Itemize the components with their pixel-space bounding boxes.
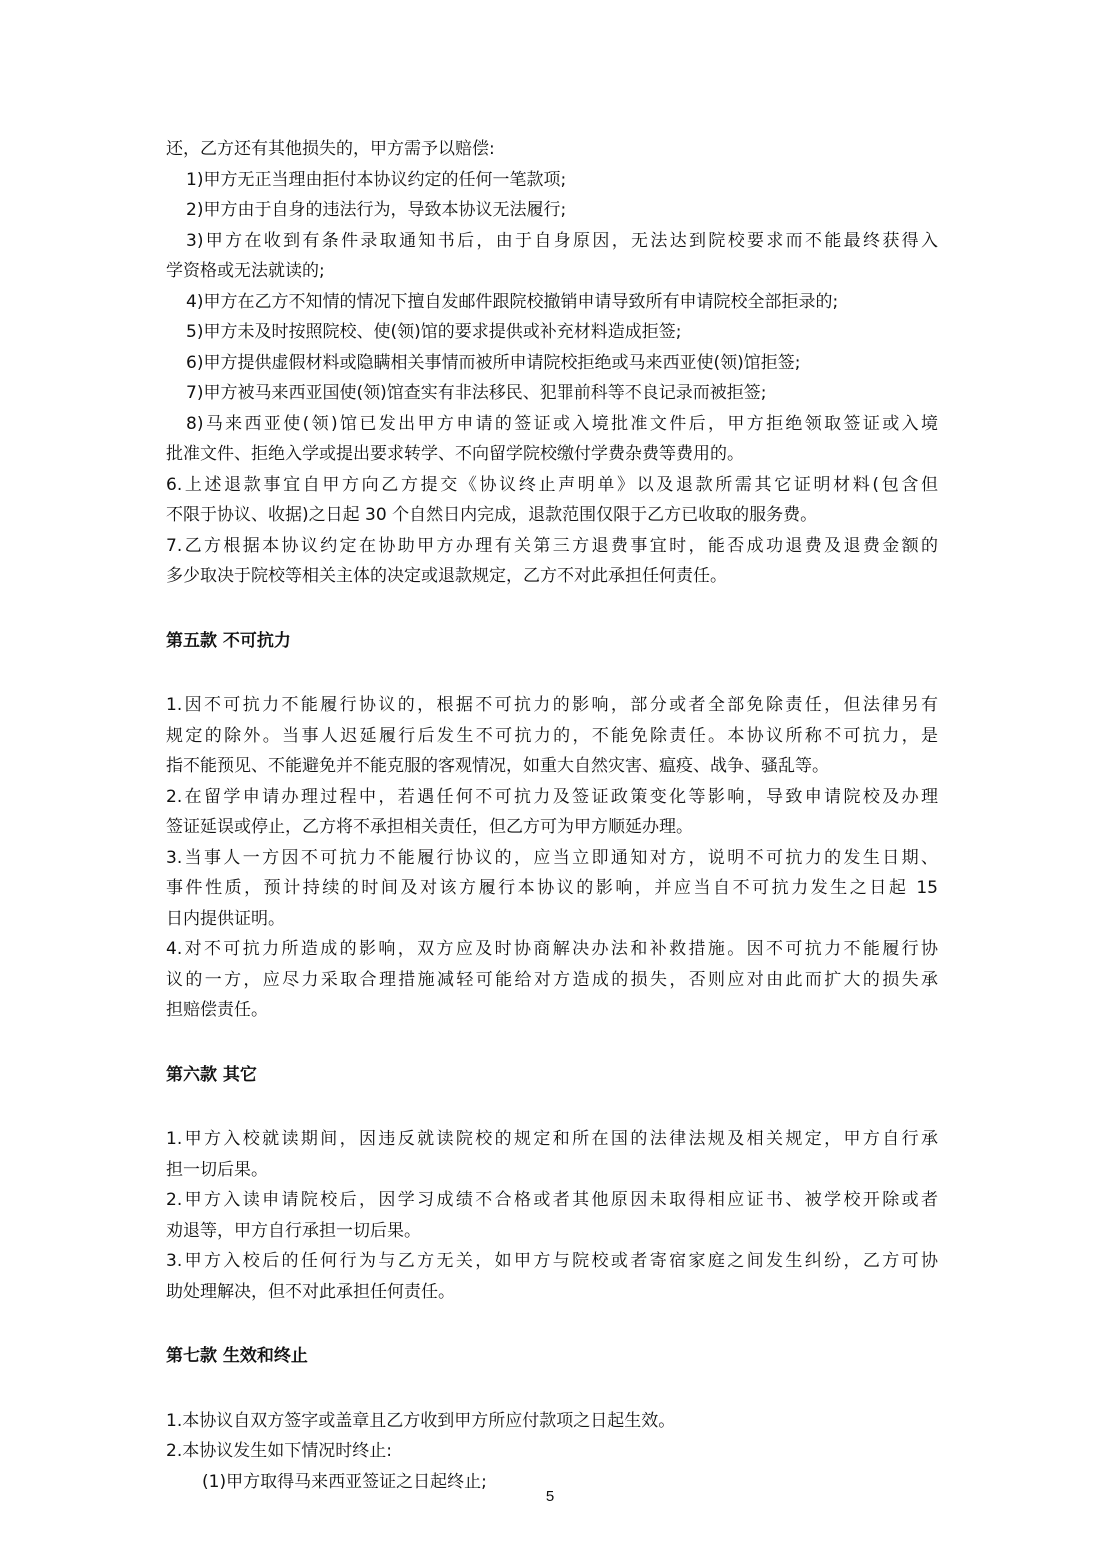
clause-7-2-line-1: 2.本协议发生如下情况时终止: bbox=[166, 1441, 392, 1461]
clause-5-3-line-3: 日内提供证明。 bbox=[166, 908, 285, 929]
clause-4-7 bbox=[166, 531, 938, 592]
clause-6-1-line-2: 担一切后果。 bbox=[166, 1159, 268, 1180]
section6-heading: 第六款 其它 bbox=[166, 1064, 257, 1085]
clause-7-2 bbox=[166, 1436, 938, 1467]
clause-4-7-line-1: 7.乙方根据本协议约定在协助甲方办理有关第三方退费事宜时，能否成功退费及退费金额的 bbox=[166, 535, 938, 556]
clause-5-1-line-1: 1.因不可抗力不能履行协议的，根据不可抗力的影响，部分或者全部免除责任，但法律另有 bbox=[166, 695, 938, 715]
section7-heading: 第七款 生效和终止 bbox=[166, 1346, 308, 1366]
breach-item-2-line-1: 2)甲方由于自身的违法行为，导致本协议无法履行; bbox=[186, 200, 567, 220]
breach-item-7-line-1: 7)甲方被马来西亚国使(领)馆查实有非法移民、犯罪前科等不良记录而被拒签; bbox=[186, 383, 767, 403]
breach-item-6-line-1: 6)甲方提供虚假材料或隐瞒相关事情而被所申请院校拒绝或马来西亚使(领)馆拒签; bbox=[186, 352, 801, 373]
clause-5-2-line-2: 签证延误或停止，乙方将不承担相关责任，但乙方可为甲方顺延办理。 bbox=[166, 817, 693, 837]
breach-item-8 bbox=[166, 409, 938, 470]
clause-5-3-line-1: 3.当事人一方因不可抗力不能履行协议的，应当立即通知对方，说明不可抗力的发生日期、 bbox=[166, 847, 938, 868]
clause-5-1-line-2: 规定的除外。当事人迟延履行后发生不可抗力的，不能免除责任。本协议所称不可抗力，是 bbox=[166, 725, 938, 746]
breach-item-8-line-1: 8)马来西亚使(领)馆已发出甲方申请的签证或入境批准文件后，甲方拒绝领取签证或入境 bbox=[186, 413, 938, 434]
clause-6-2 bbox=[166, 1185, 938, 1246]
breach-item-3-line-1: 3)甲方在收到有条件录取通知书后，由于自身原因，无法达到院校要求而不能最终获得入 bbox=[186, 230, 938, 251]
clause-5-4-line-3: 担赔偿责任。 bbox=[166, 1000, 268, 1020]
breach-item-4 bbox=[166, 287, 938, 318]
clause-5-4-line-1: 4.对不可抗力所造成的影响，双方应及时协商解决办法和补救措施。因不可抗力不能履行协 bbox=[166, 939, 938, 959]
clause-4-7-line-2: 多少取决于院校等相关主体的决定或退款规定，乙方不对此承担任何责任。 bbox=[166, 566, 727, 586]
clause-6-3-line-2: 助处理解决，但不对此承担任何责任。 bbox=[166, 1281, 455, 1302]
breach-item-7 bbox=[166, 378, 938, 409]
section7-body bbox=[166, 1406, 938, 1498]
breach-item-1-line-1: 1)甲方无正当理由拒付本协议约定的任何一笔款项; bbox=[186, 169, 567, 190]
clause-5-4-line-2: 议的一方，应尽力采取合理措施减轻可能给对方造成的损失，否则应对由此而扩大的损失承 bbox=[166, 969, 938, 990]
breach-item-5-line-1: 5)甲方未及时按照院校、使(领)馆的要求提供或补充材料造成拒签; bbox=[186, 322, 682, 342]
clause-6-2-line-1: 2.甲方入读申请院校后，因学习成绩不合格或者其他原因未取得相应证书、被学校开除或者 bbox=[166, 1190, 938, 1210]
clause-6-1-line-1: 1.甲方入校就读期间，因违反就读院校的规定和所在国的法律法规及相关规定，甲方自行承 bbox=[166, 1129, 938, 1149]
clause-6-3-line-1: 3.甲方入校后的任何行为与乙方无关，如甲方与院校或者寄宿家庭之间发生纠纷，乙方可协 bbox=[166, 1251, 938, 1271]
clause-5-1-line-3: 指不能预见、不能避免并不能克服的客观情况，如重大自然灾害、瘟疫、战争、骚乱等。 bbox=[166, 756, 829, 776]
breach-item-4-line-1: 4)甲方在乙方不知情的情况下擅自发邮件跟院校撤销申请导致所有申请院校全部拒录的; bbox=[186, 291, 839, 312]
clause-4-6 bbox=[166, 470, 938, 531]
breach-item-2 bbox=[166, 195, 938, 226]
clause-6-1 bbox=[166, 1124, 938, 1185]
breach-item-1 bbox=[166, 165, 938, 196]
section6-body bbox=[166, 1124, 938, 1307]
clause-6-3 bbox=[166, 1246, 938, 1307]
breach-item-3 bbox=[166, 226, 938, 287]
clause-4-6-line-2: 不限于协议、收据)之日起 30 个自然日内完成，退款范围仅限于乙方已收取的服务费。 bbox=[166, 505, 818, 525]
clause-5-1 bbox=[166, 690, 938, 782]
breach-item-8-line-2: 批准文件、拒绝入学或提出要求转学、不向留学院校缴付学费杂费等费用的。 bbox=[166, 444, 744, 464]
clause-5-3-line-2: 事件性质，预计持续的时间及对该方履行本协议的影响，并应当自不可抗力发生之日起 15 bbox=[166, 878, 938, 898]
clause-6-2-line-2: 劝退等，甲方自行承担一切后果。 bbox=[166, 1220, 421, 1241]
clause-5-3 bbox=[166, 843, 938, 935]
section5-heading: 第五款 不可抗力 bbox=[166, 630, 291, 651]
termination-item-1-line-1: (1)甲方取得马来西亚签证之日起终止; bbox=[202, 1471, 487, 1492]
document-page bbox=[166, 134, 938, 1497]
breach-item-3-line-2: 学资格或无法就读的; bbox=[166, 261, 325, 281]
clause-5-4 bbox=[166, 934, 938, 1026]
section4-tail bbox=[166, 134, 938, 592]
breach-item-6 bbox=[166, 348, 938, 379]
clause-4-6-line-1: 6.上述退款事宜自甲方向乙方提交《协议终止声明单》以及退款所需其它证明材料(包含但 bbox=[166, 474, 938, 495]
page-number: 5 bbox=[545, 1488, 555, 1505]
clause-5-2-line-1: 2.在留学申请办理过程中，若遇任何不可抗力及签证政策变化等影响，导致申请院校及办理 bbox=[166, 786, 938, 807]
clause-7-1 bbox=[166, 1406, 938, 1437]
clause-7-1-line-1: 1.本协议自双方签字或盖章且乙方收到甲方所应付款项之日起生效。 bbox=[166, 1410, 676, 1431]
breach-item-5 bbox=[166, 317, 938, 348]
section4-intro: 还，乙方还有其他损失的，甲方需予以赔偿: bbox=[166, 139, 495, 159]
clause-5-2 bbox=[166, 782, 938, 843]
section5-body bbox=[166, 690, 938, 1026]
